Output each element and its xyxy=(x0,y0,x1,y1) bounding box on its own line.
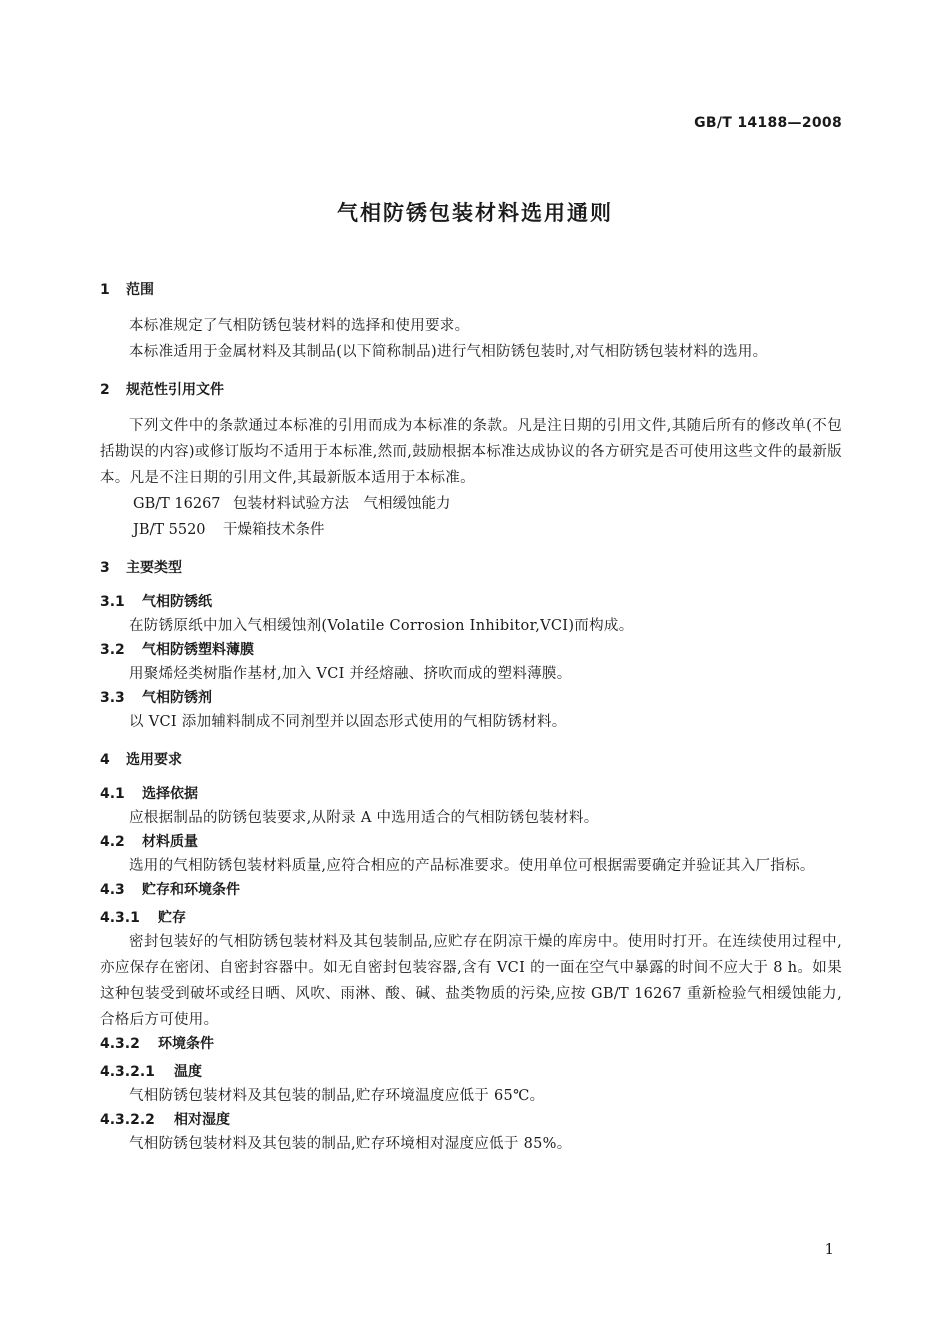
subsection-4-1-heading xyxy=(100,783,842,803)
section-number: 4.2 xyxy=(100,834,125,850)
paragraph: 以 VCI 添加辅料制成不同剂型并以固态形式使用的气相防锈材料。 xyxy=(129,714,567,730)
section-number: 3 xyxy=(100,560,110,576)
section-number: 3.3 xyxy=(100,690,125,706)
section-2-heading xyxy=(100,379,842,399)
paragraph: 在防锈原纸中加入气相缓蚀剂(Volatile Corrosion Inhibitor,VCI)而构成。 xyxy=(129,618,634,634)
section-title: 范围 xyxy=(126,282,154,298)
section-title: 贮存和环境条件 xyxy=(142,882,240,898)
section-number: 4.3.2.1 xyxy=(100,1064,155,1080)
section-number: 4.3.2.2 xyxy=(100,1112,155,1128)
section-3-heading xyxy=(100,557,842,577)
section-number: 1 xyxy=(100,282,110,298)
document-title: 气相防锈包装材料选用通则 xyxy=(337,201,613,225)
subsection-4-3-1-heading xyxy=(100,907,842,927)
paragraph: 密封包装好的气相防锈包装材料及其包装制品,应贮存在阴凉干燥的库房中。使用时打开。在连续使用过程中,亦应保存在密闭、自密封容器中。如无自密封包装容器,含有 VCI 的一面在空气中暴露的时间不应大于 8 h。如果这种包装受到破坏或经日晒、风吹、雨淋、酸、碱、盐类物质的污染,应按 GB/T 16267 重新检验气相缓蚀能力,合格后方可使用。 xyxy=(100,934,842,1028)
section-title: 气相防锈塑料薄膜 xyxy=(142,642,254,658)
section-number: 4.3.2 xyxy=(100,1036,140,1052)
section-title: 气相防锈纸 xyxy=(142,594,212,610)
section-number: 4.3 xyxy=(100,882,125,898)
subsection-4-3-2-2-heading xyxy=(100,1109,842,1129)
section-number: 4 xyxy=(100,752,110,768)
subsection-4-3-2-heading xyxy=(100,1033,842,1053)
subsection-3-1-heading xyxy=(100,591,842,611)
section-number: 4.3.1 xyxy=(100,910,140,926)
paragraph: 气相防锈包装材料及其包装的制品,贮存环境相对湿度应低于 85%。 xyxy=(129,1136,572,1152)
section-1-heading xyxy=(100,279,842,299)
reference-title: 包装材料试验方法 气相缓蚀能力 xyxy=(233,496,451,512)
section-title: 相对湿度 xyxy=(174,1112,230,1128)
section-title: 贮存 xyxy=(158,910,186,926)
subsection-3-3-heading xyxy=(100,687,842,707)
section-number: 3.1 xyxy=(100,594,125,610)
section-title: 主要类型 xyxy=(126,560,182,576)
subsection-4-3-2-1-heading xyxy=(100,1061,842,1081)
section-title: 环境条件 xyxy=(158,1036,214,1052)
reference-item xyxy=(100,491,842,517)
section-title: 材料质量 xyxy=(142,834,198,850)
paragraph: 本标准适用于金属材料及其制品(以下简称制品)进行气相防锈包装时,对气相防锈包装材料的选用。 xyxy=(129,344,768,360)
paragraph: 本标准规定了气相防锈包装材料的选择和使用要求。 xyxy=(129,318,470,334)
section-title: 选择依据 xyxy=(142,786,198,802)
page-number: 1 xyxy=(824,1240,834,1258)
reference-code: GB/T 16267 xyxy=(133,496,221,512)
reference-code: JB/T 5520 xyxy=(133,522,206,538)
paragraph: 气相防锈包装材料及其包装的制品,贮存环境温度应低于 65℃。 xyxy=(129,1088,545,1104)
paragraph: 应根据制品的防锈包装要求,从附录 A 中选用适合的气相防锈包装材料。 xyxy=(129,810,599,826)
section-title: 规范性引用文件 xyxy=(126,382,224,398)
reference-item xyxy=(100,517,842,543)
subsection-4-2-heading xyxy=(100,831,842,851)
subsection-4-3-heading xyxy=(100,879,842,899)
section-title: 温度 xyxy=(174,1064,202,1080)
section-number: 3.2 xyxy=(100,642,125,658)
standard-code: GB/T 14188—2008 xyxy=(694,115,842,131)
document-body xyxy=(100,275,842,1157)
subsection-3-2-heading xyxy=(100,639,842,659)
section-title: 选用要求 xyxy=(126,752,182,768)
paragraph: 下列文件中的条款通过本标准的引用而成为本标准的条款。凡是注日期的引用文件,其随后所有的修改单(不包括勘误的内容)或修订版均不适用于本标准,然而,鼓励根据本标准达成协议的各方研究是否可使用这些文件的最新版本。凡是不注日期的引用文件,其最新版本适用于本标准。 xyxy=(100,418,842,486)
section-number: 2 xyxy=(100,382,110,398)
paragraph: 选用的气相防锈包装材料质量,应符合相应的产品标准要求。使用单位可根据需要确定并验证其入厂指标。 xyxy=(129,858,815,874)
reference-title: 干燥箱技术条件 xyxy=(223,522,325,538)
section-4-heading xyxy=(100,749,842,769)
section-title: 气相防锈剂 xyxy=(142,690,212,706)
section-number: 4.1 xyxy=(100,786,125,802)
paragraph: 用聚烯烃类树脂作基材,加入 VCI 并经熔融、挤吹而成的塑料薄膜。 xyxy=(129,666,572,682)
